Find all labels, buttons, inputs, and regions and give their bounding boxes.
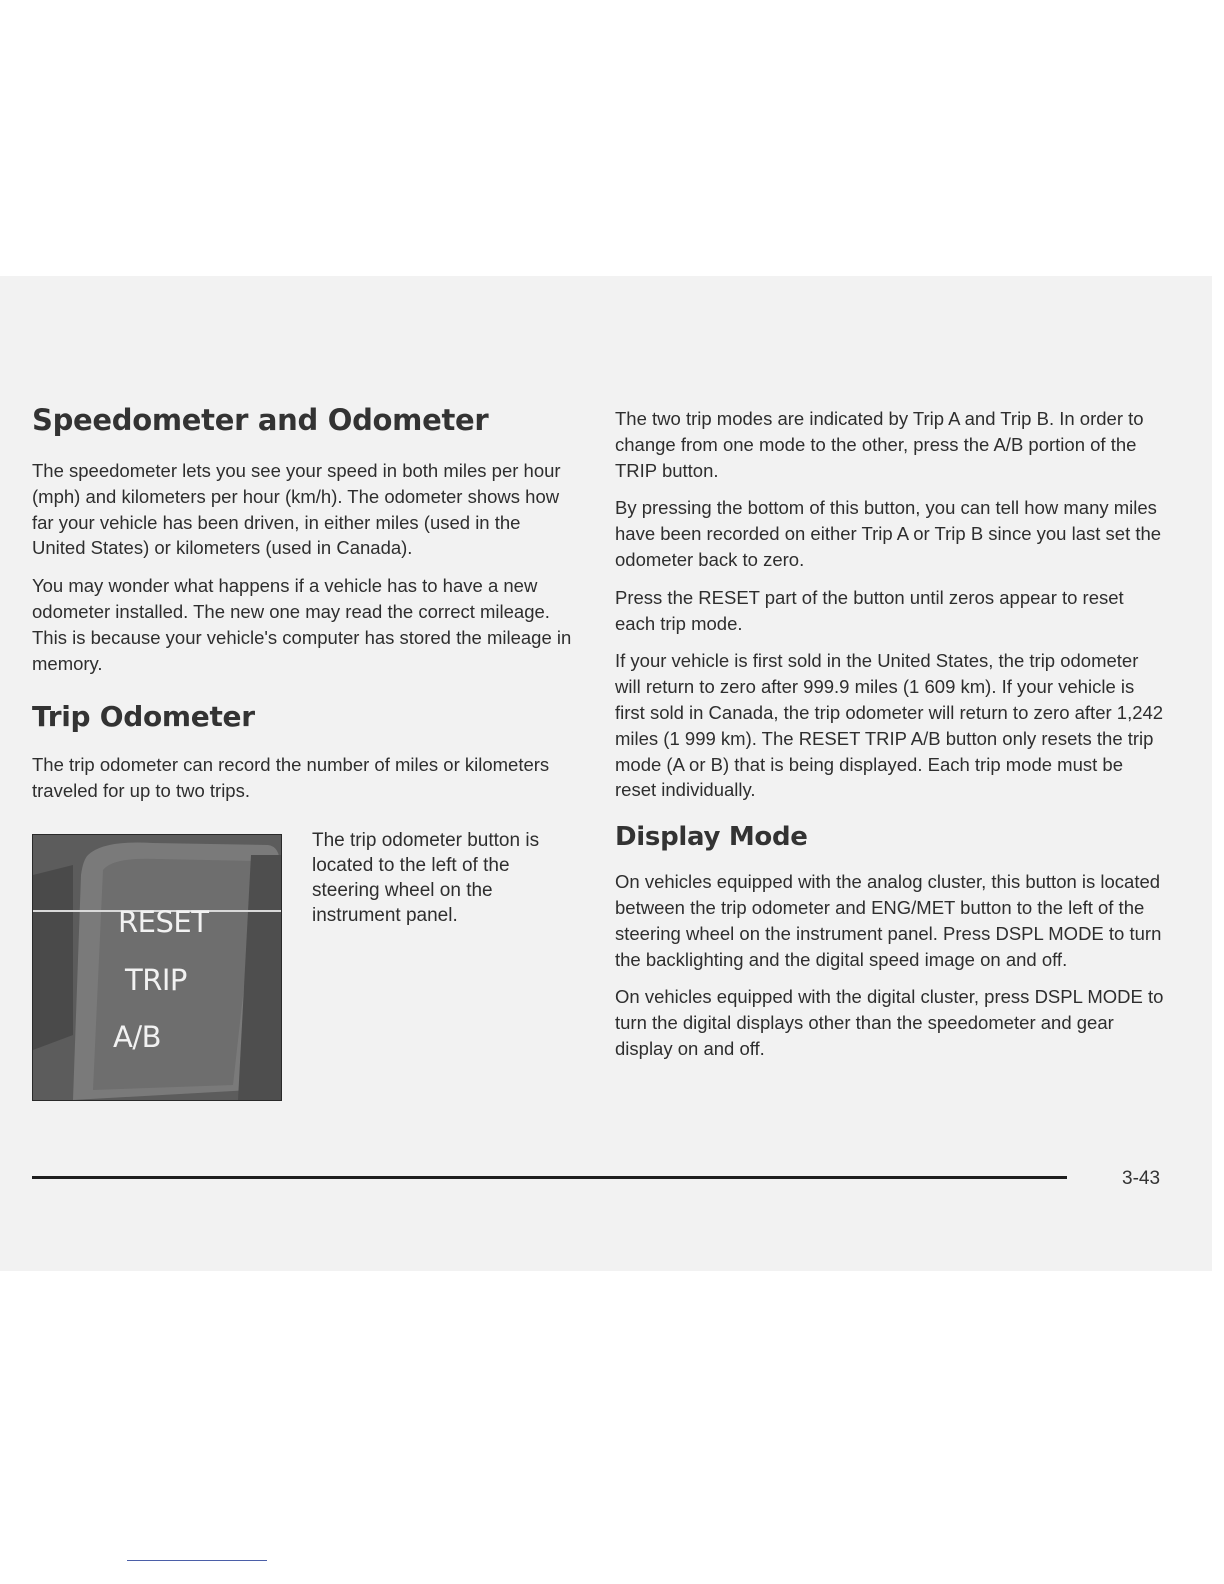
paragraph-return-to-zero: If your vehicle is first sold in the United States, the trip odometer will return to zero after 999.9 miles (1 609 km). If your vehicle is first sold in Canada, the trip odometer will return to zero after 1,242 miles (1 999 km). The RESET TRIP A/B button only resets the trip mode (A or B) that is being displayed. Each trip mode must be reset individually. (615, 650, 1164, 801)
paragraph-new-odometer: You may wonder what happens if a vehicle has to have a new odometer installed. The new one may read the correct mileage. This is because your vehicle's computer has stored the mileage in memory. (32, 575, 572, 674)
footer-rule (32, 1176, 1067, 1179)
ab-label: A/B (113, 1019, 162, 1054)
paragraph-pressing-bottom: By pressing the bottom of this button, you can tell how many miles have been recorded on either Trip A or Trip B since you last set the odometer back to zero. (615, 497, 1162, 570)
paragraph-trip-odometer: The trip odometer can record the number of miles or kilometers traveled for up to two trips. (32, 754, 550, 802)
right-column (615, 406, 1165, 1074)
left-column (32, 400, 577, 1096)
heading-display-mode: Display Mode (615, 822, 808, 853)
paragraph-digital-cluster: On vehicles equipped with the digital cluster, press DSPL MODE to turn the digital displays other than the speedometer and gear display on and off. (615, 986, 1164, 1059)
bottom-underline (127, 1560, 267, 1561)
heading-speedometer-odometer: Speedometer and Odometer (32, 403, 489, 437)
paragraph-trip-modes: The two trip modes are indicated by Trip A and Trip B. In order to change from one mode to the other, press the A/B portion of the TRIP button. (615, 408, 1144, 481)
paragraph-analog-cluster: On vehicles equipped with the analog cluster, this button is located between the trip odometer and ENG/MET button to the left of the steering wheel on the instrument panel. Press DSPL MODE to turn the backlighting and the digital speed image on and off. (615, 871, 1162, 970)
figure-caption: The trip odometer button is located to the left of the steering wheel on the instrument panel. (312, 829, 540, 926)
heading-trip-odometer: Trip Odometer (32, 700, 255, 734)
trip-label: TRIP (125, 962, 187, 997)
reset-label: RESET (118, 904, 209, 939)
page-number: 3-43 (1122, 1168, 1161, 1189)
paragraph-speedometer: The speedometer lets you see your speed in both miles per hour (mph) and kilometers per hour (km/h). The odometer shows how far your vehicle has been driven, in either miles (used in the United States) or kilometers (used in Canada). (32, 460, 561, 559)
paragraph-press-reset: Press the RESET part of the button until zeros appear to reset each trip mode. (615, 586, 1124, 634)
trip-button-photo (32, 834, 282, 1101)
figure-row (32, 816, 577, 1096)
